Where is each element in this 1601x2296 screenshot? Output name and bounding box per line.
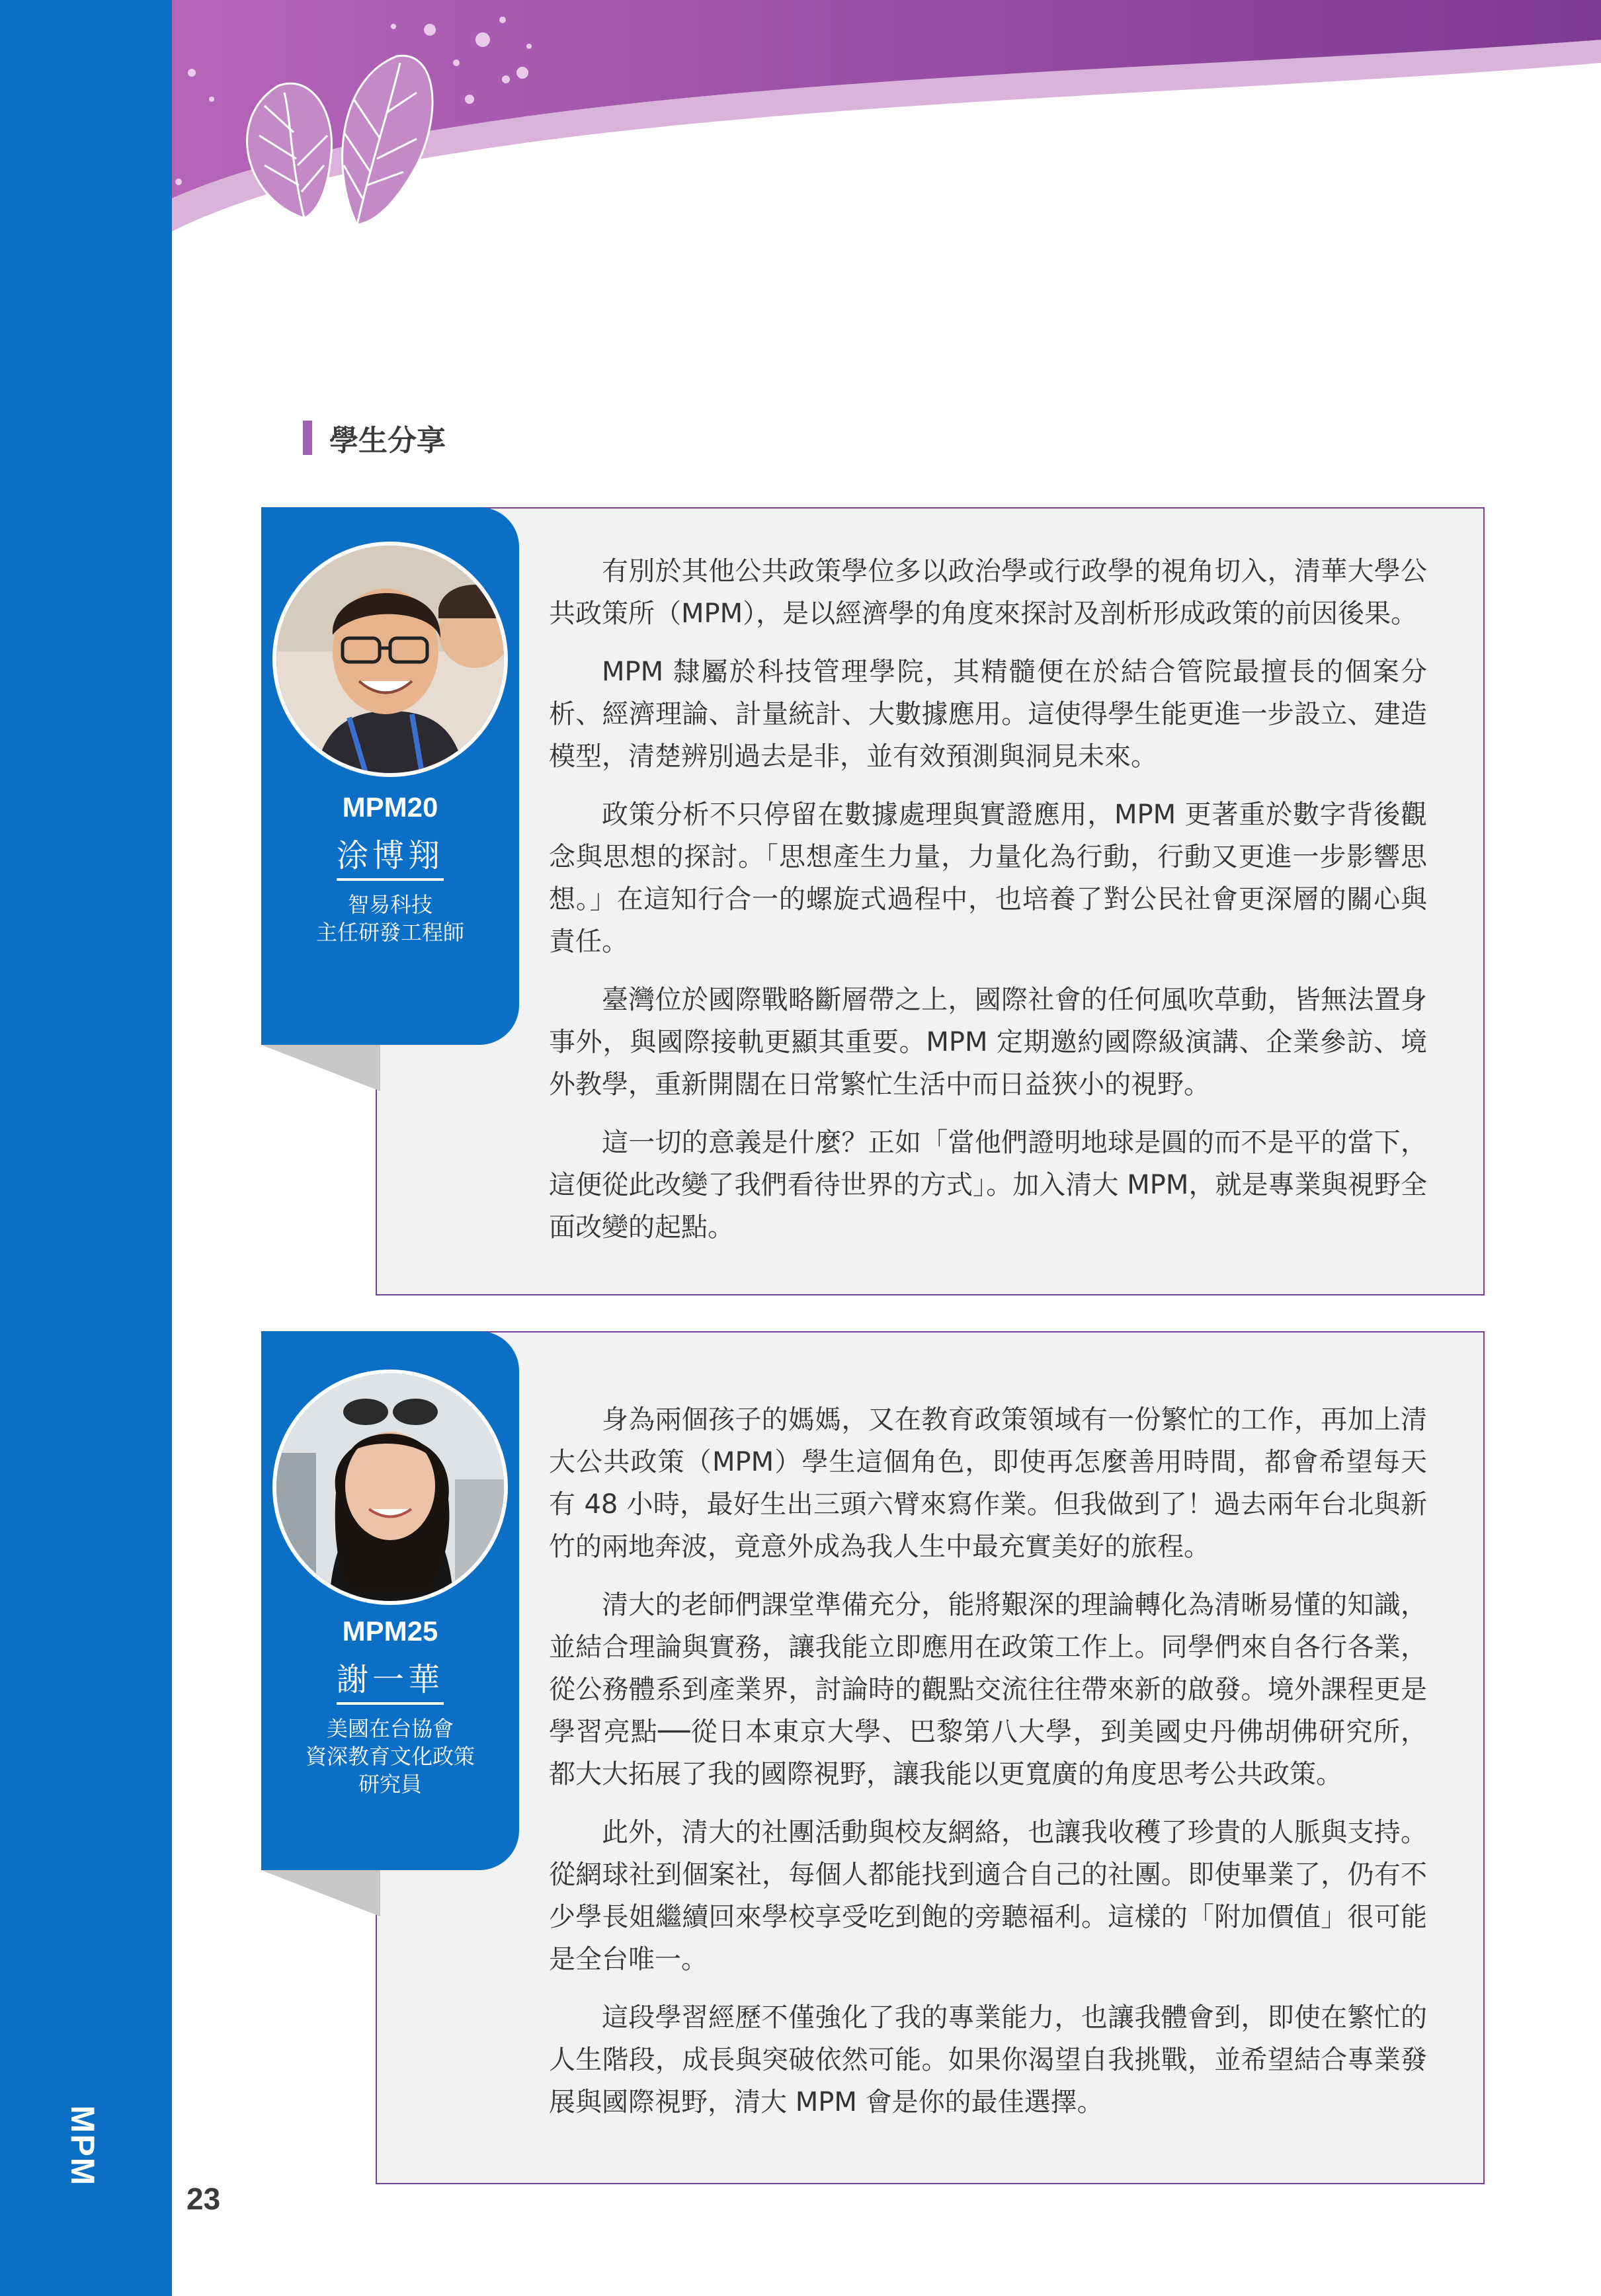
portrait-photo-2 — [276, 1374, 504, 1601]
section-marker — [303, 421, 312, 455]
profile-panel-1 — [261, 507, 519, 1045]
paragraph: 此外，清大的社團活動與校友網絡，也讓我收穫了珍貴的人脈與支持。從網球社到個案社，每個人都能找到適合自己的社團。即使畢業了，仍有不少學長姐繼續回來學校享受吃到飽的旁聽福利。這樣的「附加價值」很可能是全台唯一。 — [549, 1817, 1427, 1975]
avatar-1 — [272, 542, 508, 777]
student-role-2 — [274, 1715, 506, 1798]
profile-shadow-2 — [261, 1870, 380, 1916]
paragraph: 政策分析不只停留在數據處理與實證應用，MPM 更著重於數字背後觀念與思想的探討。「思想產生力量，力量化為行動，行動又更進一步影響思想。」在這知行合一的螺旋式過程中，也培養了對公民社會更深層的關心與責任。 — [549, 800, 1427, 957]
paragraph: 清大的老師們課堂準備充分，能將艱深的理論轉化為清晰易懂的知識，並結合理論與實務，讓我能立即應用在政策工作上。同學們來自各行各業，從公務體系到產業界，討論時的觀點交流往往帶來新的啟發。境外課程更是學習亮點──從日本東京大學、巴黎第八大學，到美國史丹佛胡佛研究所，都大大拓展了我的國際視野，讓我能以更寬廣的角度思考公共政策。 — [549, 1590, 1427, 1789]
role-line: 資深教育文化政策 — [305, 1744, 475, 1769]
paragraph: 身為兩個孩子的媽媽，又在教育政策領域有一份繁忙的工作，再加上清大公共政策（MPM）學生這個角色，即使再怎麼善用時間，都會希望每天有 48 小時，最好生出三頭六臂來寫作業。但我做到了！過去兩年台北與新竹的兩地奔波，竟意外成為我人生中最充實美好的旅程。 — [549, 1405, 1427, 1562]
role-line: 主任研發工程師 — [315, 920, 464, 945]
student-name-2 — [261, 1654, 519, 1700]
profile-shadow-1 — [261, 1045, 380, 1091]
header-wave — [0, 0, 1601, 291]
cohort-label-2: MPM25 — [342, 1616, 438, 1647]
section-title: 學生分享 — [329, 424, 446, 458]
student-role-1 — [274, 891, 506, 946]
role-line: 智易科技 — [347, 892, 432, 917]
role-line: 研究員 — [358, 1772, 422, 1797]
sidebar-label: MPM — [64, 2105, 101, 2187]
role-line: 美國在台協會 — [326, 1716, 454, 1741]
paragraph: MPM 隸屬於科技管理學院，其精髓便在於結合管院最擅長的個案分析、經濟理論、計量統計、大數據應用。這使得學生能更進一步設立、建造模型，清楚辨別過去是非，並有效預測與洞見未來。 — [549, 657, 1427, 772]
student-name-text-1: 涂博翔 — [337, 837, 444, 881]
cohort-label-1: MPM20 — [342, 792, 438, 823]
sidebar — [0, 0, 172, 2296]
avatar-2 — [272, 1370, 508, 1605]
testimonial-body-1 — [549, 550, 1427, 1264]
portrait-photo-1 — [276, 546, 504, 773]
student-name-1 — [261, 830, 519, 876]
page-number: 23 — [186, 2182, 221, 2216]
paragraph: 這一切的意義是什麼？正如「當他們證明地球是圓的而不是平的當下，這便從此改變了我們看待世界的方式」。加入清大 MPM，就是專業與視野全面改變的起點。 — [549, 1128, 1427, 1243]
student-name-text-2: 謝一華 — [337, 1661, 444, 1705]
paragraph: 臺灣位於國際戰略斷層帶之上，國際社會的任何風吹草動，皆無法置身事外，與國際接軌更顯其重要。MPM 定期邀約國際級演講、企業參訪、境外教學，重新開闊在日常繁忙生活中而日益狹小的視野。 — [549, 985, 1427, 1100]
profile-panel-2 — [261, 1331, 519, 1870]
paragraph: 有別於其他公共政策學位多以政治學或行政學的視角切入，清華大學公共政策所（MPM），是以經濟學的角度來探討及剖析形成政策的前因後果。 — [549, 556, 1427, 629]
paragraph: 這段學習經歷不僅強化了我的專業能力，也讓我體會到，即使在繁忙的人生階段，成長與突破依然可能。如果你渴望自我挑戰，並希望結合專業發展與國際視野，清大 MPM 會是你的最佳選擇。 — [549, 2002, 1427, 2117]
section-heading — [303, 418, 446, 458]
testimonial-body-2 — [549, 1399, 1427, 2139]
